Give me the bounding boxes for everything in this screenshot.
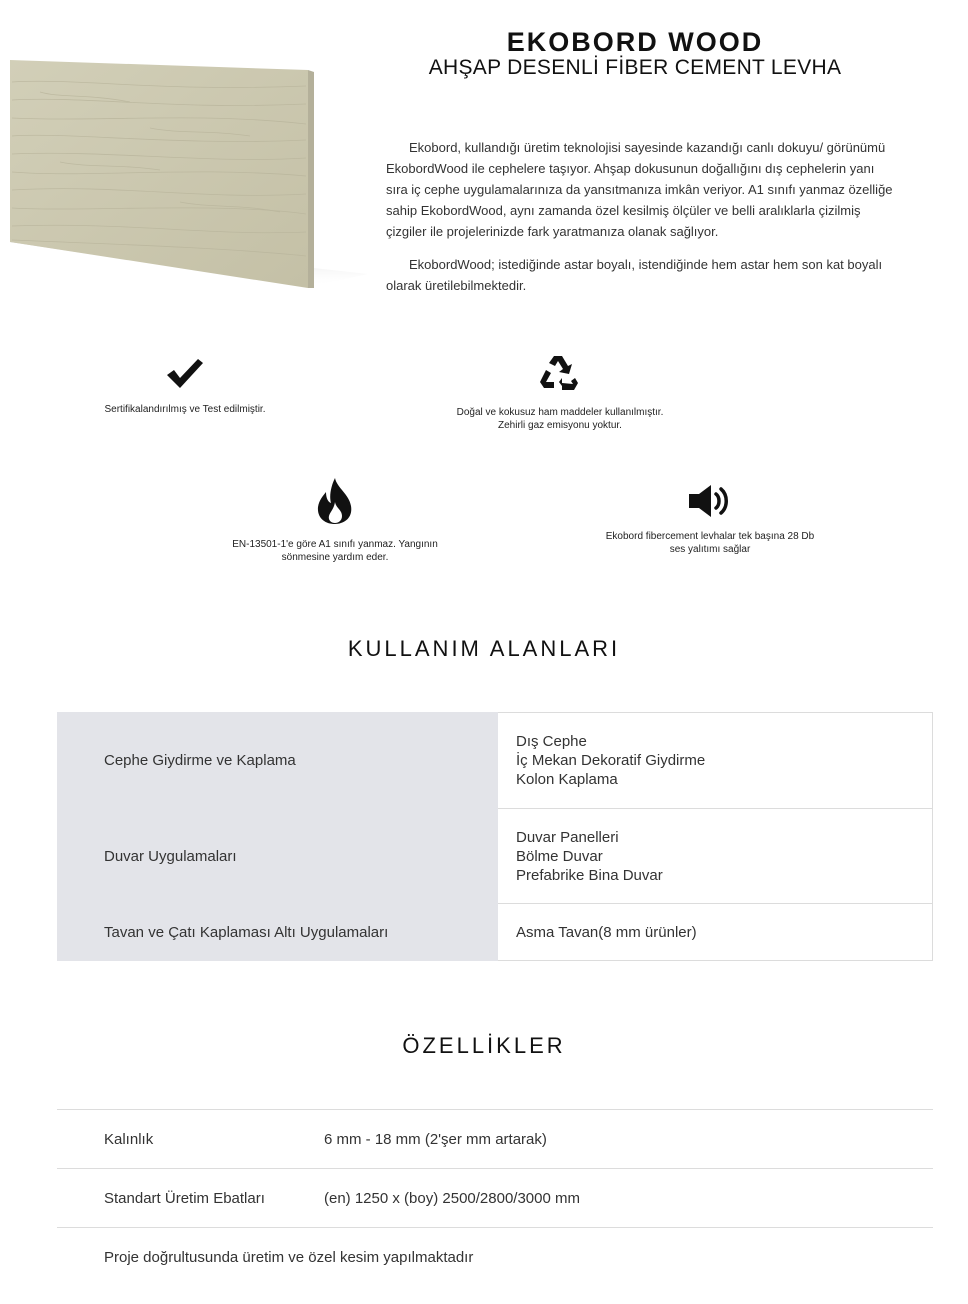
usage-row-values xyxy=(498,809,933,904)
feature-natural-text-2: Zehirli gaz emisyonu yoktur. xyxy=(498,420,622,431)
usage-row-label: Duvar Uygulamaları xyxy=(58,809,498,904)
usage-row-label: Cephe Giydirme ve Kaplama xyxy=(58,713,498,809)
flame-icon xyxy=(313,476,357,526)
table-row xyxy=(58,713,933,809)
description-paragraph-2: EkobordWood; istediğinde astar boyalı, istendiğinde hem astar hem son kat boyalı olarak üretilebilmektedir. xyxy=(386,257,883,293)
usage-value: Bölme Duvar xyxy=(516,847,603,865)
feature-natural xyxy=(440,352,680,432)
usage-value: İç Mekan Dekoratif Giydirme xyxy=(516,752,706,769)
feature-fire-text-1: EN-13501-1'e göre A1 sınıfı yanmaz. Yangının xyxy=(232,539,438,550)
usage-table xyxy=(57,712,933,961)
usage-section-title: KULLANIM ALANLARI xyxy=(347,636,621,661)
properties-section-title: ÖZELLİKLER xyxy=(402,1033,566,1058)
description-paragraph-1: Ekobord, kullandığı üretim teknolojisi sayesinde kazandığı canlı dokuyu/ görünümü EkobordWood ile cephelere taşıyor. Ahşap dokusunun doğallığını dış cephelerin yanı sıra iç cephe uygulamalarınıza da yansıtmanıza imkân veriyor. A1 sınıfı yanmaz özelliğe sahip EkobordWood, aynı zamanda özel kesilmiş ölçüler ve belli aralıklarla çizilmiş çizgiler ile projelerinizde fark yaratmanıza olanak sağlıyor. xyxy=(386,140,893,239)
feature-fire xyxy=(215,476,455,564)
usage-value: Dış Cephe xyxy=(516,733,587,750)
usage-value: Prefabrike Bina Duvar xyxy=(516,866,663,884)
usage-row-values xyxy=(498,713,933,809)
usage-row-values xyxy=(498,904,933,961)
table-row xyxy=(58,904,933,961)
product-board-image xyxy=(0,52,370,302)
property-value: (en) 1250 x (boy) 2500/2800/3000 mm xyxy=(323,1169,933,1228)
feature-fire-text-2: sönmesine yardım eder. xyxy=(281,552,389,563)
recycle-icon xyxy=(538,352,582,394)
page-title: EKOBORD WOOD xyxy=(506,27,764,57)
usage-value: Kolon Kaplama xyxy=(516,771,618,788)
page-subtitle: AHŞAP DESENLİ FİBER CEMENT LEVHA xyxy=(428,56,842,79)
properties-table xyxy=(57,1109,933,1287)
property-note: Proje doğrultusunda üretim ve özel kesim yapılmaktadır xyxy=(57,1228,933,1287)
feature-certified-text: Sertifikalandırılmış ve Test edilmiştir. xyxy=(104,404,266,415)
speaker-icon xyxy=(687,484,733,518)
usage-value: Duvar Panelleri xyxy=(516,828,619,846)
product-description xyxy=(386,137,896,308)
property-label: Kalınlık xyxy=(57,1110,323,1169)
table-row xyxy=(58,809,933,904)
feature-natural-text-1: Doğal ve kokusuz ham maddeler kullanılmıştır. xyxy=(456,407,664,418)
property-label: Standart Üretim Ebatları xyxy=(57,1169,323,1228)
feature-sound-text-1: Ekobord fibercement levhalar tek başına 28 Db xyxy=(605,531,815,542)
feature-certified xyxy=(85,357,285,416)
usage-value: Asma Tavan(8 mm ürünler) xyxy=(516,923,697,941)
table-row xyxy=(57,1228,933,1287)
usage-row-label: Tavan ve Çatı Kaplaması Altı Uygulamaları xyxy=(58,904,498,961)
feature-sound xyxy=(590,484,830,556)
feature-sound-text-2: ses yalıtımı sağlar xyxy=(669,544,751,555)
property-value: 6 mm - 18 mm (2'şer mm artarak) xyxy=(323,1110,933,1169)
table-row xyxy=(57,1110,933,1169)
table-row xyxy=(57,1169,933,1228)
checkmark-icon xyxy=(165,357,205,391)
